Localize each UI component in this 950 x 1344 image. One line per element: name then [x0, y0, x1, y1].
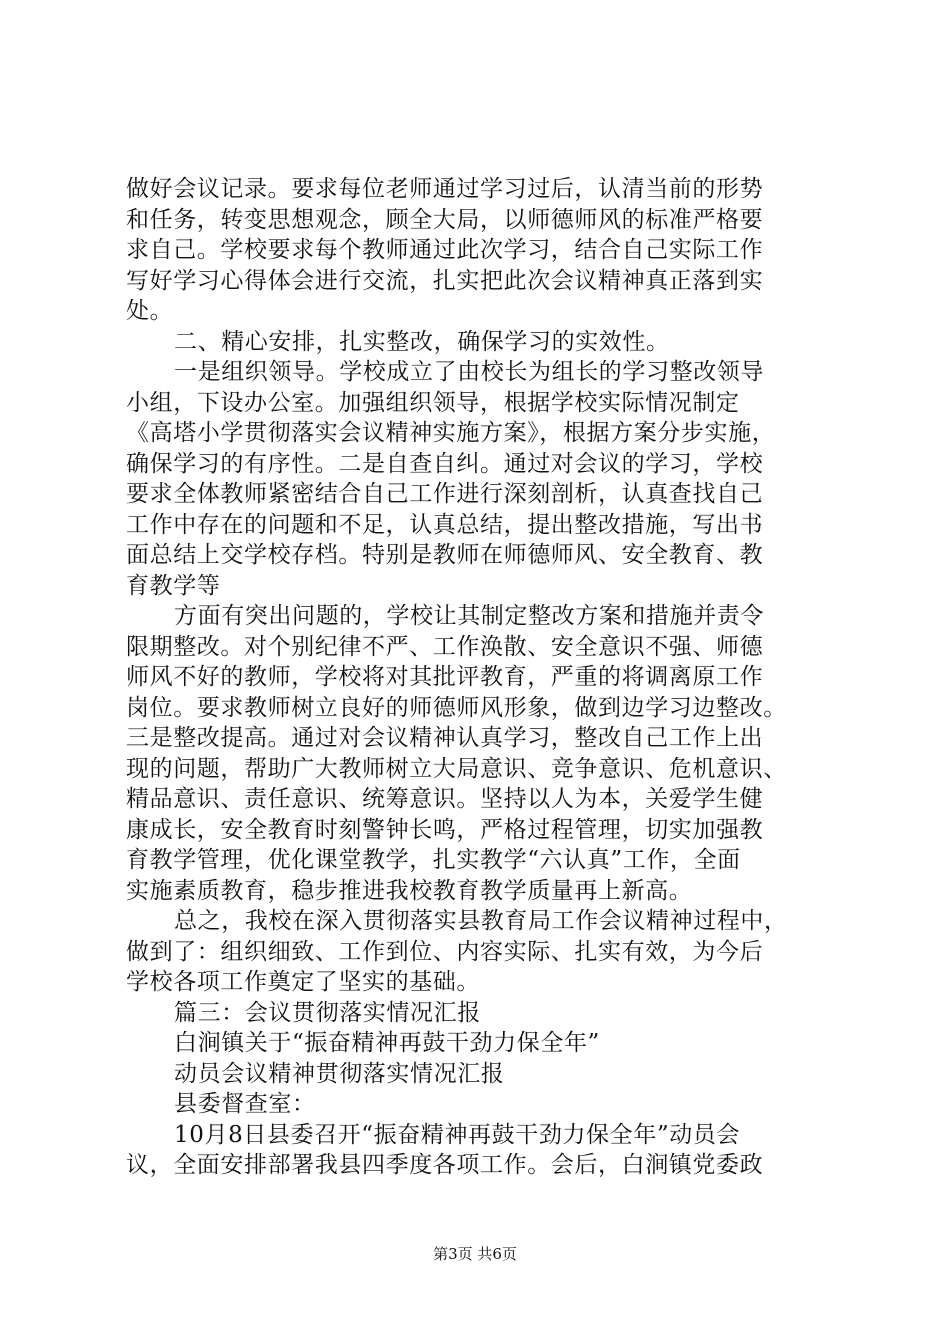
text-line: 面总结上交学校存档。特别是教师在师德师风、安全教育、教 — [126, 542, 764, 568]
text-line: 三是整改提高。通过对会议精神认真学习，整改自己工作上出 — [126, 725, 764, 751]
text-line: 做好会议记录。要求每位老师通过学习过后，认清当前的形势 — [126, 176, 764, 202]
text-line: 篇三：会议贯彻落实情况汇报 — [174, 999, 481, 1026]
body-text — [126, 174, 826, 1181]
text-line: 学校各项工作奠定了坚实的基础。 — [126, 969, 480, 995]
text-line: 育教学等 — [126, 572, 221, 599]
text-line: 白涧镇关于“振奋精神再鼓干劲力保全年” — [174, 1030, 600, 1056]
text-line: 做到了：组织细致、工作到位、内容实际、扎实有效，为今后 — [126, 938, 764, 965]
text-line: 求自己。学校要求每个教师通过此次学习，结合自己实际工作 — [126, 237, 764, 263]
text-line: 要求全体教师紧密结合自己工作进行深刻剖析，认真查找自己 — [126, 481, 764, 507]
text-line: 现的问题，帮助广大教师树立大局意识、竞争意识、危机意识、 — [126, 755, 787, 782]
text-line: 康成长，安全教育时刻警钟长鸣，严格过程管理，切实加强教 — [126, 816, 764, 843]
text-line: 处。 — [126, 298, 174, 324]
text-line: 确保学习的有序性。二是自查自纠。通过对会议的学习，学校 — [126, 450, 764, 477]
text-line: 《高塔小学贯彻落实会议精神实施方案》，根据方案分步实施， — [126, 420, 776, 446]
text-line: 实施素质教育，稳步推进我校教育教学质量再上新高。 — [126, 877, 693, 904]
text-line: 小组，下设办公室。加强组织领导，根据学校实际情况制定 — [126, 389, 740, 416]
text-line: 10月8日县委召开“振奋精神再鼓干劲力保全年”动员会 — [174, 1121, 741, 1148]
text-line: 议，全面安排部署我县四季度各项工作。会后，白涧镇党委政 — [126, 1152, 764, 1178]
text-line: 一是组织领导。学校成立了由校长为组长的学习整改领导 — [174, 359, 764, 385]
text-line: 育教学管理，优化课堂教学，扎实教学“六认真”工作，全面 — [126, 847, 741, 873]
page-footer: 第3页 共6页 — [433, 1245, 517, 1263]
text-line: 方面有突出问题的，学校让其制定整改方案和措施并责令 — [174, 603, 764, 629]
text-line: 二、精心安排，扎实整改，确保学习的实效性。 — [174, 328, 670, 355]
text-line: 总之，我校在深入贯彻落实县教育局工作会议精神过程中， — [174, 908, 788, 934]
text-line: 工作中存在的问题和不足，认真总结，提出整改措施，写出书 — [126, 511, 764, 538]
text-line: 县委督查室： — [174, 1091, 316, 1117]
text-line: 写好学习心得体会进行交流，扎实把此次会议精神真正落到实 — [126, 267, 764, 294]
text-line: 精品意识、责任意识、统筹意识。坚持以人为本，关爱学生健 — [126, 786, 764, 812]
text-line: 岗位。要求教师树立良好的师德师风形象，做到边学习边整改。 — [126, 694, 787, 721]
text-line: 动员会议精神贯彻落实情况汇报 — [174, 1060, 505, 1087]
text-line: 师风不好的教师，学校将对其批评教育，严重的将调离原工作 — [126, 664, 764, 690]
text-line: 和任务，转变思想观念，顾全大局，以师德师风的标准严格要 — [126, 206, 764, 233]
text-line: 限期整改。对个别纪律不严、工作涣散、安全意识不强、师德 — [126, 633, 764, 660]
